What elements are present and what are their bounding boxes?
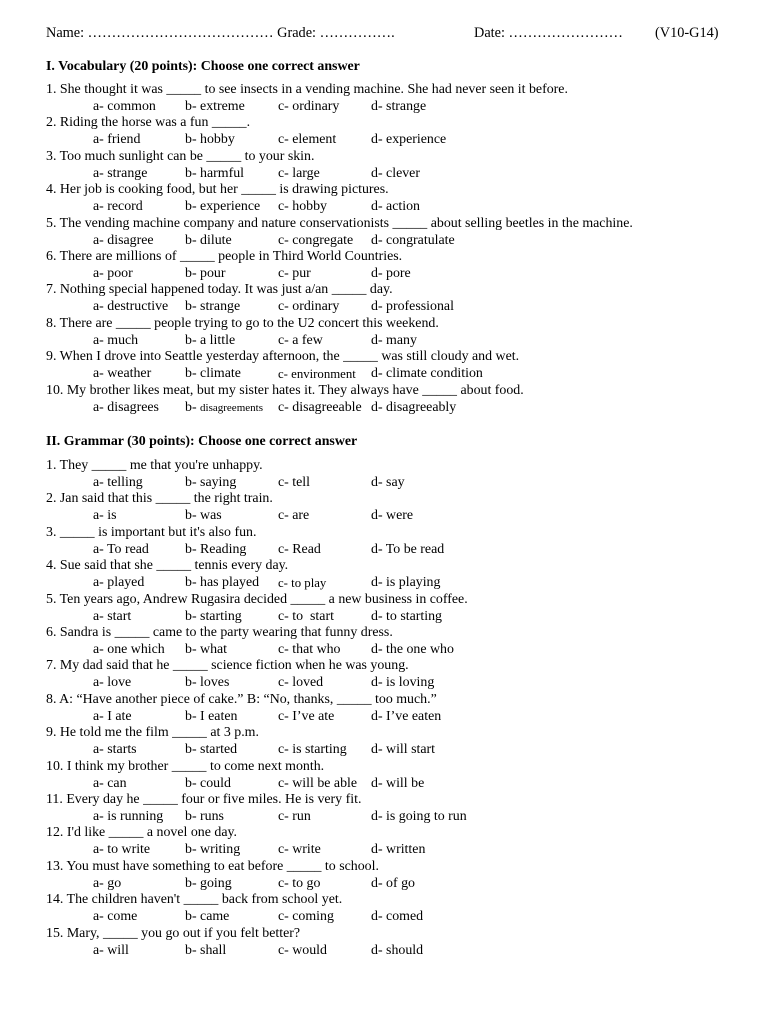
option-c: c- to go [278, 875, 321, 891]
option-c: c- run [278, 809, 311, 824]
option-a: a- destructive [93, 299, 169, 315]
option-c: c- large [278, 165, 320, 181]
question-text: 15. Mary, _____ you go out if you felt better? [46, 925, 301, 941]
question-text: 7. My dad said that he _____ science fiction when he was young. [46, 658, 409, 674]
option-d: d- comed [371, 909, 424, 925]
option-a: a- weather [93, 366, 152, 382]
option-c: c- tell [278, 475, 311, 490]
option-a: a- is [93, 508, 117, 524]
option-a: a- strange [93, 165, 148, 181]
question-text: 1. She thought it was _____ to see insects in a vending machine. She had never seen it before. [46, 82, 568, 97]
question-text: 10. My brother likes meat, but my sister hates it. They always have _____ about food. [46, 382, 524, 398]
option-d: d- I’ve eaten [371, 708, 442, 724]
option-b: b- dilute [185, 232, 232, 248]
option-d: d- is loving [371, 675, 435, 691]
option-a: a- I ate [93, 708, 132, 724]
grammar-section-title: II. Grammar (30 points): Choose one correct answer [46, 434, 358, 449]
option-a: a- much [93, 332, 139, 348]
option-d: d- the one who [371, 642, 454, 657]
option-d: d- is playing [371, 575, 441, 591]
option-d: d- professional [371, 299, 454, 315]
option-c: c- Read [278, 541, 321, 557]
option-a: a- come [93, 909, 138, 925]
option-c: c- to start [278, 608, 334, 624]
option-d: d- climate condition [371, 366, 483, 382]
option-c: c- disagreeable [278, 399, 362, 415]
option-b: b- pour [185, 266, 226, 281]
option-c: c- are [278, 508, 310, 524]
option-d: d- experience [371, 132, 447, 148]
option-c: c- to play [278, 576, 327, 591]
option-b: b- Reading [185, 541, 247, 557]
option-d: d- pore [371, 266, 411, 281]
option-b: b- harmful [185, 165, 245, 181]
option-c: c- will be able [278, 775, 358, 791]
option-d: d- to starting [371, 608, 442, 624]
option-a: a- start [93, 608, 132, 624]
option-d: d- is going to run [371, 809, 467, 824]
option-c: c- environment [278, 367, 356, 382]
question-text: 8. A: “Have another piece of cake.” B: “No, thanks, _____ too much.” [46, 691, 437, 707]
option-a: a- common [93, 99, 156, 114]
option-a: a- disagrees [93, 399, 159, 415]
option-d: d- disagreeably [371, 399, 457, 415]
name-grade-field: Name: ………………………………… Grade: ……………. [46, 25, 395, 41]
option-b: b- shall [185, 942, 227, 958]
option-c: c- coming [278, 909, 334, 925]
option-d: d- action [371, 199, 420, 215]
option-d: d- should [371, 942, 424, 958]
option-b: b- came [185, 909, 230, 925]
option-c: c- hobby [278, 199, 327, 215]
option-a: a- To read [93, 541, 149, 557]
option-c: c- element [278, 132, 337, 148]
option-a: a- poor [93, 266, 133, 281]
option-b: b- hobby [185, 132, 235, 148]
option-c: c- ordinary [278, 299, 340, 315]
option-b: b- loves [185, 675, 230, 691]
question-text: 12. I'd like _____ a novel one day. [46, 825, 238, 841]
option-a: a- go [93, 875, 122, 891]
date-field: Date: …………………… [474, 25, 623, 41]
option-b: b- climate [185, 366, 241, 382]
option-a: a- to write [93, 842, 151, 858]
option-b: b- experience [185, 199, 261, 215]
option-b: b- strange [185, 299, 241, 315]
option-d: d- were [371, 508, 414, 524]
question-text: 4. Sue said that she _____ tennis every day. [46, 558, 289, 574]
option-d: d- clever [371, 165, 420, 181]
question-text: 10. I think my brother _____ to come next month. [46, 758, 325, 774]
question-text: 9. He told me the film _____ at 3 p.m. [46, 725, 259, 741]
version-code: (V10-G14) [655, 25, 719, 41]
option-d: d- will start [371, 742, 436, 758]
question-text: 2. Riding the horse was a fun _____. [46, 115, 251, 131]
option-c: c- pur [278, 266, 311, 281]
option-d: d- strange [371, 99, 427, 114]
option-c: c- a few [278, 332, 323, 348]
option-b: b- was [185, 508, 222, 524]
option-a: a- telling [93, 475, 143, 490]
option-a: a- will [93, 942, 129, 958]
option-b: b- starting [185, 608, 242, 624]
option-c: c- would [278, 942, 327, 958]
option-b: b- a little [185, 332, 236, 348]
question-text: 6. There are millions of _____ people in Third World Countries. [46, 249, 403, 264]
option-c: c- loved [278, 675, 324, 691]
question-text: 1. They _____ me that you're unhappy. [46, 458, 263, 473]
option-a: a- can [93, 775, 127, 791]
question-text: 11. Every day he _____ four or five miles. He is very fit. [46, 792, 362, 807]
option-b: b- what [185, 642, 228, 657]
question-text: 3. _____ is important but it's also fun. [46, 524, 257, 540]
option-d: d- many [371, 332, 417, 348]
question-text: 6. Sandra is _____ came to the party wearing that funny dress. [46, 625, 393, 640]
option-b: b- started [185, 742, 238, 758]
option-c: c- I’ve ate [278, 708, 335, 724]
option-d: d- will be [371, 775, 425, 791]
option-d: d- congratulate [371, 232, 455, 248]
question-text: 8. There are _____ people trying to go to the U2 concert this weekend. [46, 315, 439, 331]
question-text: 7. Nothing special happened today. It was just a/an _____ day. [46, 282, 393, 298]
option-b: b- extreme [185, 99, 245, 114]
option-b: b- could [185, 775, 231, 791]
option-a: a- love [93, 675, 132, 691]
option-c: c- write [278, 842, 321, 858]
question-text: 3. Too much sunlight can be _____ to your skin. [46, 148, 315, 164]
question-text: 5. The vending machine company and nature conservationists _____ about selling beetles in the machine. [46, 215, 633, 231]
option-c: c- is starting [278, 742, 347, 758]
option-d: d- of go [371, 875, 415, 891]
option-a: a- record [93, 199, 143, 215]
option-b: b- runs [185, 809, 224, 824]
question-text: 14. The children haven't _____ back from school yet. [46, 892, 343, 908]
option-a: a- one which [93, 642, 165, 657]
option-b: b- I eaten [185, 708, 238, 724]
question-text: 2. Jan said that this _____ the right train. [46, 491, 273, 507]
option-d: d- To be read [371, 541, 445, 557]
option-a: a- played [93, 575, 145, 591]
option-b: b- disagreements [185, 399, 263, 415]
question-text: 9. When I drove into Seattle yesterday afternoon, the _____ was still cloudy and wet. [46, 349, 520, 365]
option-a: a- friend [93, 132, 141, 148]
question-text: 5. Ten years ago, Andrew Rugasira decided _____ a new business in coffee. [46, 591, 468, 607]
option-b: b- writing [185, 842, 241, 858]
option-d: d- written [371, 842, 426, 858]
option-b: b- has played [185, 575, 260, 591]
option-c: c- that who [278, 642, 341, 657]
option-b: b- going [185, 875, 232, 891]
option-a: a- disagree [93, 232, 154, 248]
option-d: d- say [371, 475, 405, 490]
vocabulary-section-title: I. Vocabulary (20 points): Choose one correct answer [46, 59, 360, 74]
option-a: a- is running [93, 809, 164, 824]
option-c: c- congregate [278, 232, 354, 248]
option-c: c- ordinary [278, 99, 340, 114]
question-text: 4. Her job is cooking food, but her _____ is drawing pictures. [46, 182, 389, 198]
option-a: a- starts [93, 742, 137, 758]
question-text: 13. You must have something to eat before _____ to school. [46, 858, 379, 874]
option-b: b- saying [185, 475, 237, 490]
